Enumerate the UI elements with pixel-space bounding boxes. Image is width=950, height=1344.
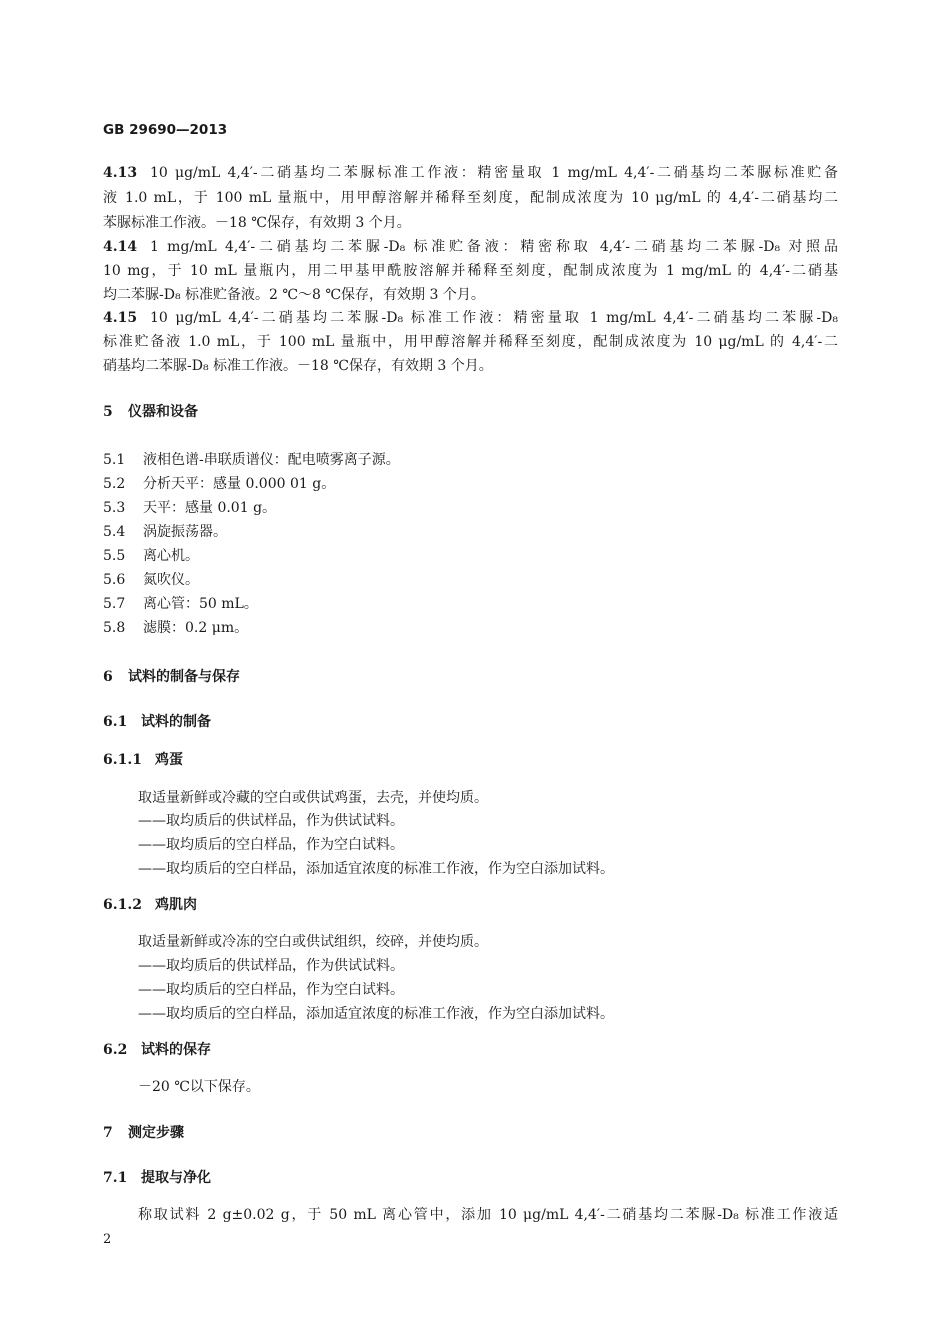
clause-text: 10 μg/mL 4,4′-二硝基均二苯脲-D₈ 标准工作液：精密量取 1 mg/mL 4,4′-二硝基均二苯脲-D₈ [150,310,838,326]
item-text: 天平：感量 0.01 g。 [143,500,277,516]
section-7-heading [103,1123,838,1143]
item-number: 5.6 [103,572,126,588]
item-number: 5.1 [103,452,126,468]
dash-item: ——取均质后的空白样品，添加适宜浓度的标准工作液，作为空白添加试料。 [138,1006,614,1022]
clause-number: 6.1.1 [103,752,142,768]
item-text: 涡旋振荡器。 [143,524,227,540]
clause-title: 鸡蛋 [155,752,183,768]
item-number: 5.2 [103,476,126,492]
item-text: 分析天平：感量 0.000 01 g。 [143,476,336,492]
clause-title: 提取与净化 [141,1170,211,1186]
list-item [103,570,838,590]
item-text: 氮吹仪。 [143,572,199,588]
document-code: GB 29690—2013 [103,122,228,138]
clause-6-1-2-heading [103,895,838,915]
clause-7-1-text: 称取试料 2 g±0.02 g，于 50 mL 离心管中，添加 10 μg/mL 4,4′-二硝基均二苯脲-D₈ 标准工作液适 [138,1207,838,1223]
page-number: 2 [103,1232,112,1247]
clause-4-13-line-2: 液 1.0 mL，于 100 mL 量瓶中，用甲醇溶解并稀释至刻度，配制成浓度为 10 μg/mL 的 4,4′-二硝基均二 [103,190,838,206]
clause-4-14-line-3: 均二苯脲-D₈ 标准贮备液。2 ℃～8 ℃保存，有效期 3 个月。 [103,287,485,303]
item-text: 离心机。 [143,548,199,564]
clause-number: 4.15 [103,310,138,326]
list-item [103,474,838,494]
dash-item: ——取均质后的空白样品，作为空白试料。 [138,837,404,853]
clause-title: 试料的保存 [141,1042,211,1058]
list-item [103,618,838,638]
clause-6-2-text: －20 ℃以下保存。 [138,1079,260,1095]
clause-6-1-1-intro: 取适量新鲜或冷藏的空白或供试鸡蛋，去壳，并使均质。 [138,790,488,806]
clause-title: 试料的制备 [141,714,211,730]
section-5-heading [103,402,838,422]
dash-item: ——取均质后的供试样品，作为供试试料。 [138,958,404,974]
item-number: 5.3 [103,500,126,516]
item-text: 滤膜：0.2 μm。 [143,620,249,636]
clause-4-15-line-2: 标准贮备液 1.0 mL，于 100 mL 量瓶中，用甲醇溶解并稀释至刻度，配制成浓度为 10 μg/mL 的 4,4′-二 [103,334,838,350]
list-item [103,498,838,518]
dash-item: ——取均质后的供试样品，作为供试试料。 [138,813,404,829]
item-number: 5.5 [103,548,126,564]
section-title: 试料的制备与保存 [128,669,240,685]
clause-number: 6.1 [103,714,128,730]
list-item [103,546,838,566]
clause-6-2-heading [103,1040,838,1060]
section-title: 仪器和设备 [128,404,198,420]
list-item [103,594,838,614]
clause-4-15-line-1 [103,308,838,328]
clause-text: 1 mg/mL 4,4′-二硝基均二苯脲-D₈ 标准贮备液：精密称取 4,4′-二硝基均二苯脲-D₈ 对照品 [150,239,838,255]
section-6-heading [103,667,838,687]
item-text: 液相色谱-串联质谱仪：配电喷雾离子源。 [143,452,400,468]
list-item [103,522,838,542]
section-number: 7 [103,1125,113,1141]
dash-item: ——取均质后的空白样品，作为空白试料。 [138,982,404,998]
clause-6-1-2-intro: 取适量新鲜或冷冻的空白或供试组织，绞碎，并使均质。 [138,934,488,950]
clause-7-1-heading [103,1168,838,1188]
clause-4-15-line-3: 硝基均二苯脲-D₈ 标准工作液。－18 ℃保存，有效期 3 个月。 [103,358,493,374]
list-item [103,450,838,470]
item-number: 5.4 [103,524,126,540]
item-number: 5.8 [103,620,126,636]
clause-number: 7.1 [103,1170,128,1186]
dash-item: ——取均质后的空白样品，添加适宜浓度的标准工作液，作为空白添加试料。 [138,861,614,877]
clause-4-13-line-1 [103,163,838,183]
clause-number: 4.13 [103,165,138,181]
clause-4-14-line-2: 10 mg，于 10 mL 量瓶内，用二甲基甲酰胺溶解并稀释至刻度，配制成浓度为 1 mg/mL 的 4,4′-二硝基 [103,263,838,279]
clause-title: 鸡肌肉 [155,897,197,913]
section-title: 测定步骤 [128,1125,184,1141]
clause-6-1-heading [103,712,838,732]
section-number: 5 [103,404,113,420]
item-text: 离心管：50 mL。 [143,596,258,612]
clause-number: 6.2 [103,1042,128,1058]
clause-number: 4.14 [103,239,138,255]
clause-4-14-line-1 [103,237,838,257]
clause-4-13-line-3: 苯脲标准工作液。－18 ℃保存，有效期 3 个月。 [103,215,411,231]
item-number: 5.7 [103,596,126,612]
clause-text: 10 μg/mL 4,4′-二硝基均二苯脲标准工作液：精密量取 1 mg/mL 4,4′-二硝基均二苯脲标准贮备 [150,165,838,181]
section-number: 6 [103,669,113,685]
clause-6-1-1-heading [103,750,838,770]
clause-number: 6.1.2 [103,897,142,913]
